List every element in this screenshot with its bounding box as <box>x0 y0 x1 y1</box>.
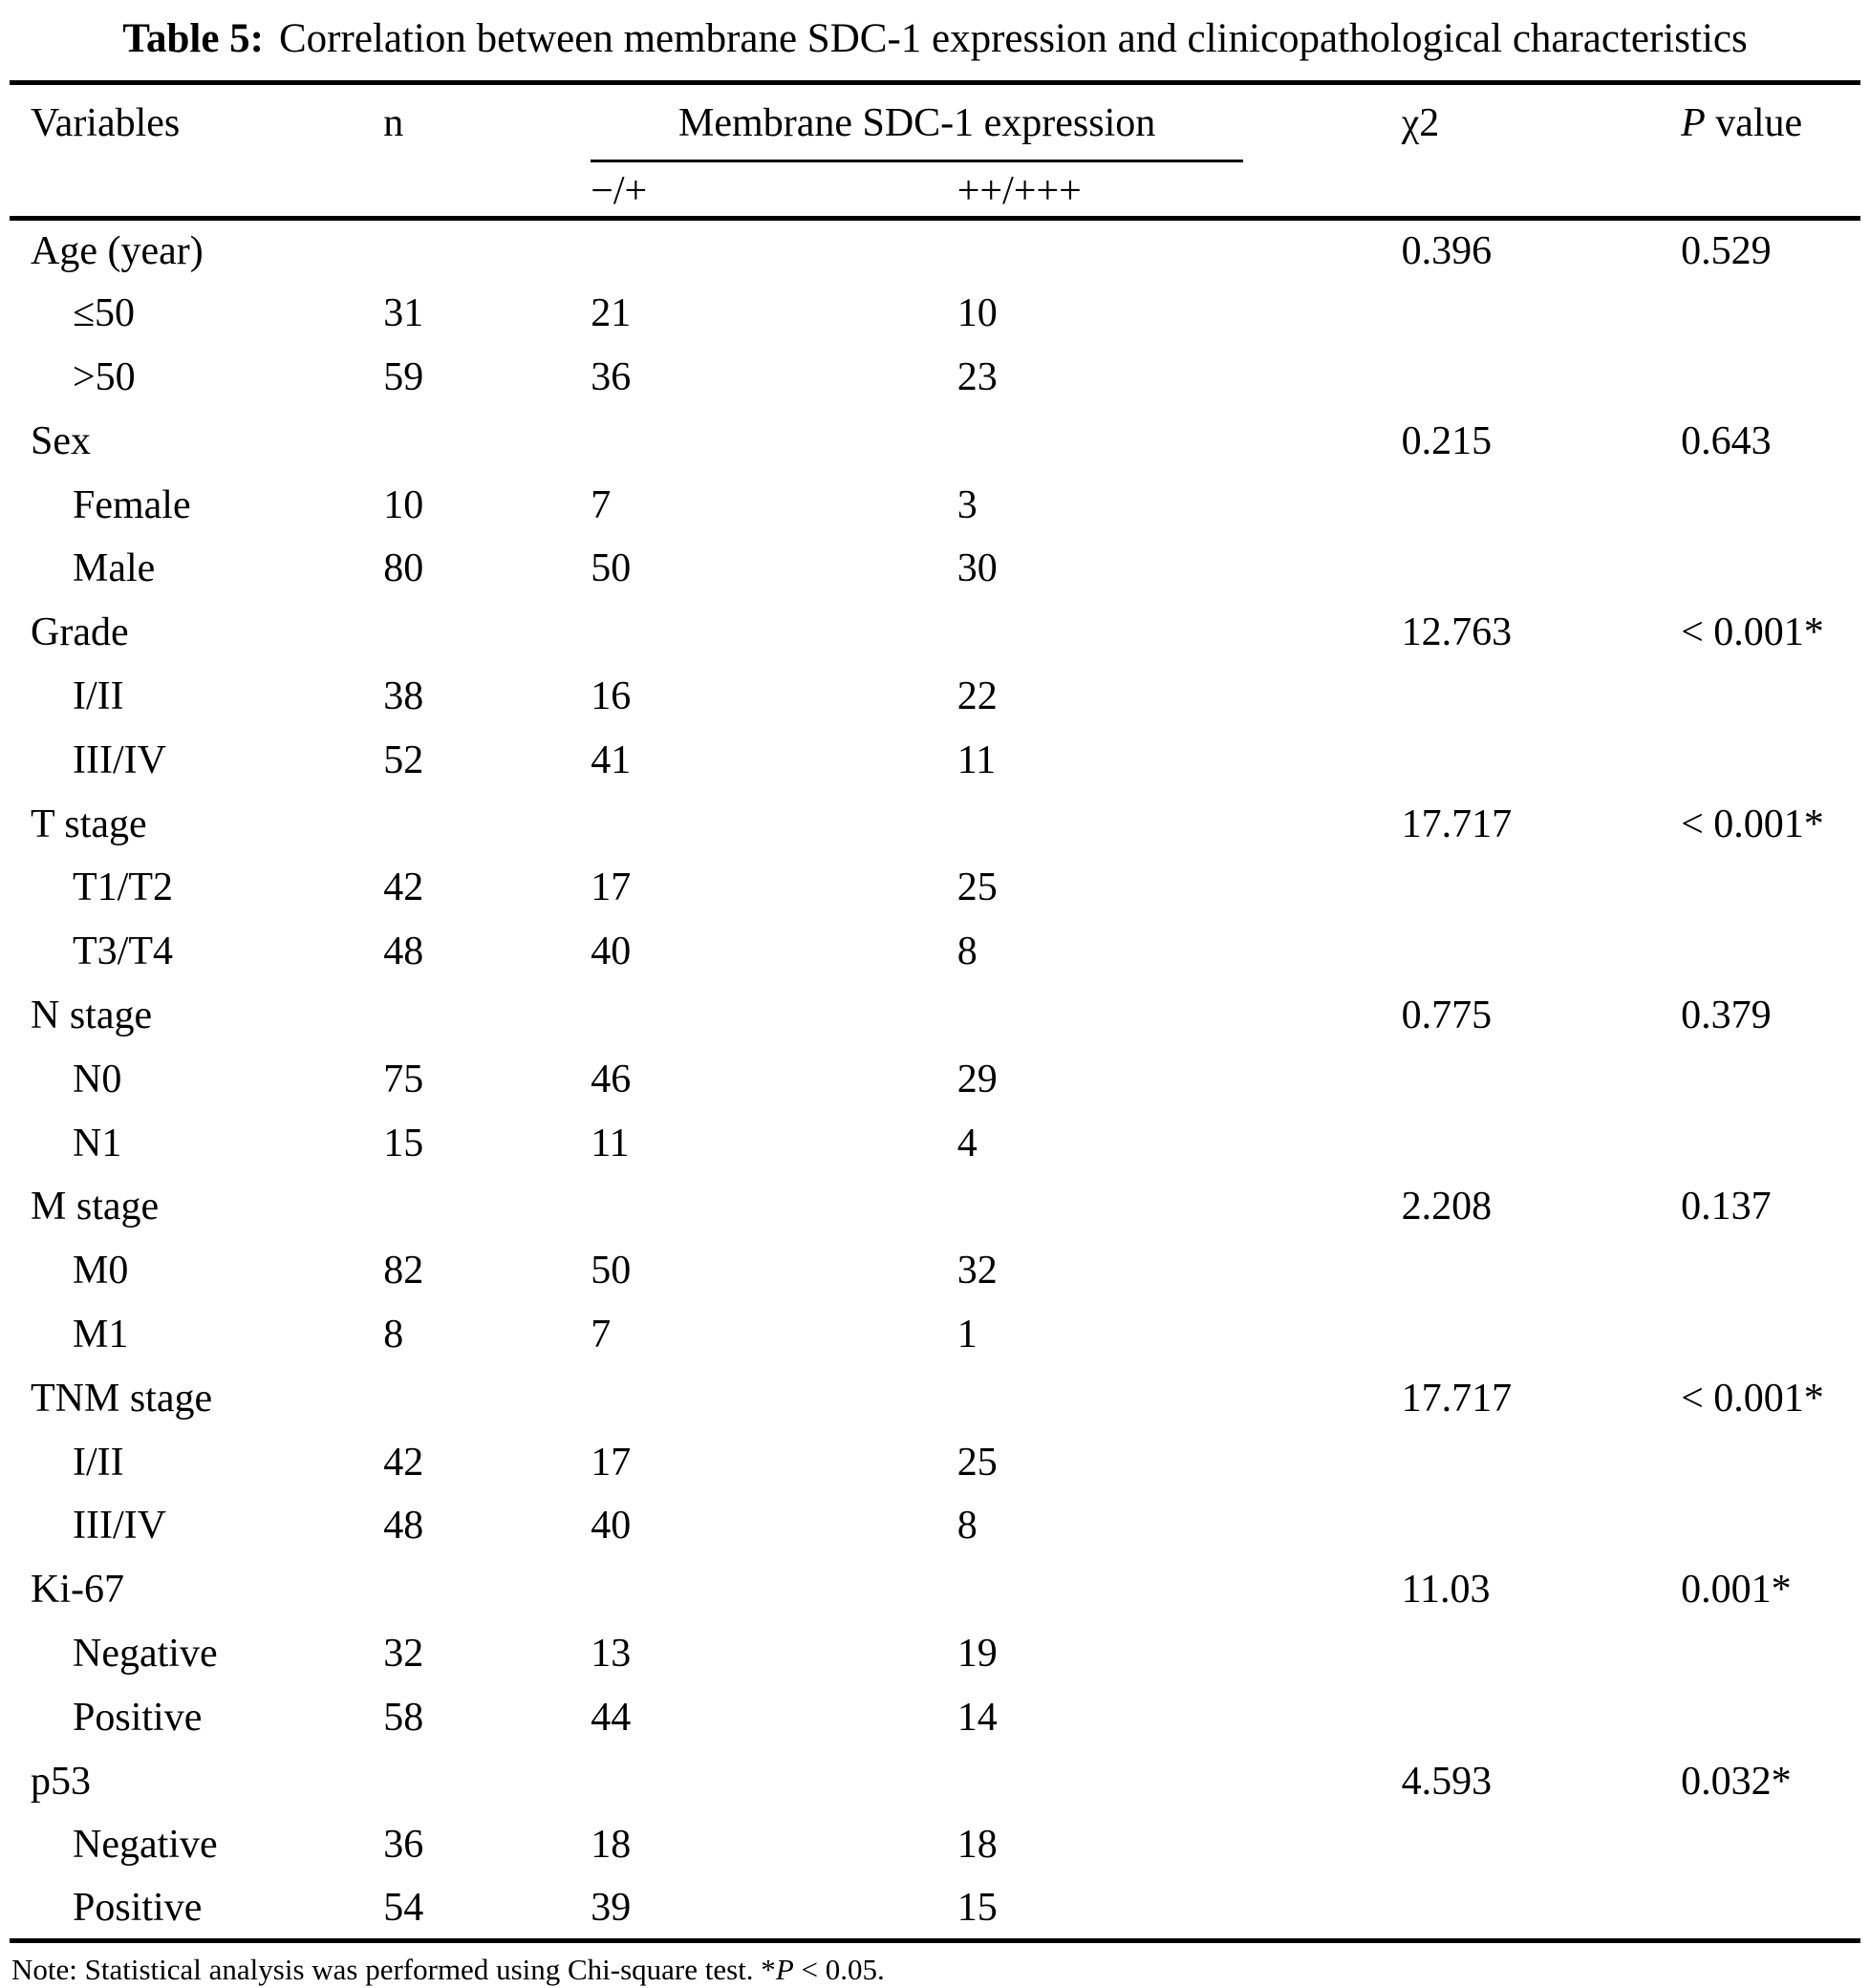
table-row-sub <box>10 537 1860 601</box>
cell-expression-high: 25 <box>956 866 998 910</box>
pvalue-rest: value <box>1705 101 1803 145</box>
cell-expression-high <box>957 792 1402 856</box>
correlation-table <box>10 80 1860 1943</box>
cell-chi2 <box>1402 1111 1681 1175</box>
cell-n: 36 <box>383 1823 424 1868</box>
table-row-sub <box>10 1303 1860 1367</box>
cell-expression-low <box>591 1749 957 1813</box>
cell-chi2: 12.763 <box>1401 610 1513 655</box>
cell-pvalue: 0.643 <box>1681 418 1772 463</box>
cell-n: 80 <box>383 546 424 591</box>
cell-chi2 <box>1402 920 1681 984</box>
cell-variable: N stage <box>31 993 153 1037</box>
cell-expression-high: 11 <box>956 737 997 782</box>
cell-n <box>383 1558 591 1622</box>
table-row-sub <box>10 728 1860 792</box>
cell-expression-high: 32 <box>956 1249 998 1293</box>
table-row-sub <box>10 1111 1860 1175</box>
cell-expression-low: 11 <box>591 1121 630 1165</box>
cell-n <box>383 984 591 1048</box>
cell-expression-high <box>957 218 1402 282</box>
table-row-category <box>10 409 1860 473</box>
cell-expression-low <box>591 984 957 1048</box>
cell-n <box>383 409 591 473</box>
col-header-n: n <box>383 101 404 145</box>
cell-pvalue <box>1681 1111 1860 1175</box>
table-row-sub <box>10 920 1860 984</box>
cell-pvalue <box>1681 473 1860 537</box>
cell-chi2: 17.717 <box>1401 802 1513 846</box>
table-row-category <box>10 984 1860 1048</box>
cell-pvalue <box>1681 1494 1860 1558</box>
table-row-category <box>10 601 1860 665</box>
cell-expression-low: 40 <box>591 930 632 974</box>
cell-variable: Negative <box>73 1631 218 1676</box>
cell-n: 48 <box>383 1504 424 1549</box>
cell-variable: Grade <box>31 610 129 655</box>
cell-chi2 <box>1402 537 1681 601</box>
footnote-suffix: < 0.05. <box>793 1953 885 1987</box>
cell-chi2: 11.03 <box>1401 1568 1491 1613</box>
cell-n: 54 <box>383 1885 424 1930</box>
cell-expression-low: 44 <box>591 1695 632 1740</box>
cell-variable: TNM stage <box>31 1376 213 1421</box>
cell-pvalue <box>1681 1622 1860 1686</box>
cell-pvalue: 0.379 <box>1681 993 1772 1037</box>
footnote-italic-p: P <box>775 1953 794 1987</box>
table-caption: Correlation between membrane SDC-1 expression and clinicopathological characteristics <box>279 16 1748 61</box>
table-row-sub <box>10 1239 1860 1303</box>
footnote-text: Note: Statistical analysis was performed using Chi-square test. * <box>11 1953 776 1987</box>
cell-pvalue <box>1681 1685 1860 1749</box>
cell-expression-high: 30 <box>956 546 998 591</box>
cell-variable: N0 <box>73 1057 122 1101</box>
cell-variable: M stage <box>31 1185 160 1229</box>
cell-expression-low: 50 <box>591 546 632 591</box>
cell-expression-high <box>957 1175 1402 1239</box>
cell-chi2 <box>1402 1877 1681 1941</box>
col-header-membrane-sdc1-expression <box>591 83 1401 163</box>
cell-pvalue <box>1681 920 1860 984</box>
cell-pvalue <box>1681 1239 1860 1303</box>
cell-expression-high <box>957 1558 1402 1622</box>
cell-pvalue: 0.137 <box>1681 1185 1772 1229</box>
cell-expression-low: 39 <box>591 1885 632 1930</box>
cell-expression-high: 29 <box>956 1057 998 1101</box>
cell-variable: Age (year) <box>31 228 204 273</box>
table-row-sub <box>10 665 1860 729</box>
table-row-category <box>10 1366 1860 1430</box>
cell-chi2 <box>1402 346 1681 410</box>
cell-variable: p53 <box>31 1759 91 1804</box>
cell-expression-low <box>591 218 957 282</box>
cell-expression-low: 7 <box>591 1312 612 1357</box>
cell-variable: M1 <box>73 1312 129 1357</box>
cell-variable: III/IV <box>73 737 166 782</box>
cell-pvalue: < 0.001* <box>1681 1376 1824 1421</box>
cell-chi2: 0.396 <box>1401 228 1493 273</box>
cell-chi2 <box>1402 1622 1681 1686</box>
cell-expression-high: 19 <box>956 1631 998 1676</box>
table-row-sub <box>10 1877 1860 1941</box>
cell-variable: Positive <box>73 1885 203 1930</box>
cell-variable: M0 <box>73 1249 129 1293</box>
pvalue-italic-p: P <box>1681 101 1706 145</box>
table-row-sub <box>10 856 1860 920</box>
cell-variable: Positive <box>73 1695 203 1740</box>
cell-pvalue <box>1681 665 1860 729</box>
cell-expression-low: 18 <box>591 1823 632 1868</box>
table-row-category <box>10 792 1860 856</box>
table-row-sub <box>10 1622 1860 1686</box>
cell-expression-high: 10 <box>956 291 998 336</box>
cell-pvalue: < 0.001* <box>1681 610 1824 655</box>
cell-chi2 <box>1402 856 1681 920</box>
table-row-sub <box>10 1430 1860 1494</box>
cell-chi2 <box>1402 1047 1681 1111</box>
cell-variable: I/II <box>73 673 124 718</box>
cell-expression-high: 14 <box>956 1695 998 1740</box>
table-number-label: Table 5: <box>122 16 264 61</box>
cell-expression-low: 21 <box>591 291 632 336</box>
cell-expression-low: 46 <box>591 1057 632 1101</box>
cell-expression-low: 40 <box>591 1504 632 1549</box>
cell-expression-low: 7 <box>591 482 612 527</box>
table-body <box>10 218 1860 1941</box>
cell-n <box>383 1175 591 1239</box>
cell-chi2 <box>1402 473 1681 537</box>
cell-chi2 <box>1402 282 1681 346</box>
cell-expression-high: 15 <box>956 1885 998 1930</box>
cell-expression-low: 16 <box>591 673 632 718</box>
cell-expression-high: 25 <box>956 1440 998 1485</box>
cell-n: 42 <box>383 866 424 910</box>
cell-variable: T3/T4 <box>73 930 173 974</box>
cell-expression-low <box>591 409 957 473</box>
cell-expression-low: 17 <box>591 866 632 910</box>
table-row-category <box>10 1558 1860 1622</box>
cell-variable: III/IV <box>73 1504 166 1549</box>
cell-expression-high <box>957 1749 1402 1813</box>
cell-n: 52 <box>383 737 424 782</box>
span-header-label: Membrane SDC-1 expression <box>678 101 1156 145</box>
cell-variable: T1/T2 <box>73 866 173 910</box>
cell-chi2 <box>1402 1813 1681 1877</box>
table-title <box>10 0 1860 80</box>
table-row-sub <box>10 282 1860 346</box>
cell-n: 48 <box>383 930 424 974</box>
cell-variable: ≤50 <box>73 291 136 336</box>
cell-n: 8 <box>383 1312 404 1357</box>
cell-expression-high: 8 <box>956 1504 978 1549</box>
cell-n: 32 <box>383 1631 424 1676</box>
table-row-sub <box>10 1047 1860 1111</box>
cell-expression-high <box>957 409 1402 473</box>
cell-variable: >50 <box>73 354 136 399</box>
cell-variable: Male <box>73 546 156 591</box>
cell-chi2: 2.208 <box>1401 1185 1493 1229</box>
col-header-variables: Variables <box>31 101 181 145</box>
cell-chi2 <box>1402 1239 1681 1303</box>
cell-pvalue <box>1681 346 1860 410</box>
cell-expression-high: 23 <box>956 354 998 399</box>
cell-n: 42 <box>383 1440 424 1485</box>
cell-expression-high: 1 <box>956 1312 978 1357</box>
table-header <box>10 83 1860 219</box>
cell-pvalue <box>1681 856 1860 920</box>
header-row-main <box>10 83 1860 163</box>
cell-expression-low: 17 <box>591 1440 632 1485</box>
cell-pvalue <box>1681 728 1860 792</box>
cell-expression-high: 3 <box>956 482 978 527</box>
cell-pvalue <box>1681 1877 1860 1941</box>
cell-chi2: 4.593 <box>1401 1759 1493 1804</box>
cell-expression-high: 4 <box>956 1121 978 1165</box>
cell-expression-low: 41 <box>591 737 632 782</box>
cell-chi2: 0.215 <box>1401 418 1493 463</box>
cell-n: 10 <box>383 482 424 527</box>
span-header-underline <box>591 100 1243 162</box>
cell-expression-high: 8 <box>956 930 978 974</box>
cell-variable: I/II <box>73 1440 124 1485</box>
cell-n: 59 <box>383 354 424 399</box>
cell-pvalue <box>1681 282 1860 346</box>
col-header-expression-high: ++/+++ <box>956 169 1082 213</box>
cell-expression-high <box>957 984 1402 1048</box>
cell-chi2: 0.775 <box>1401 993 1493 1037</box>
cell-variable: Negative <box>73 1823 218 1868</box>
table-row-category <box>10 218 1860 282</box>
cell-n: 31 <box>383 291 424 336</box>
cell-chi2 <box>1402 1303 1681 1367</box>
cell-variable: Ki-67 <box>31 1568 124 1613</box>
cell-n <box>383 1366 591 1430</box>
cell-pvalue: 0.001* <box>1681 1568 1792 1613</box>
cell-pvalue: 0.032* <box>1681 1759 1792 1804</box>
cell-chi2: 17.717 <box>1401 1376 1513 1421</box>
cell-n <box>383 218 591 282</box>
cell-expression-low <box>591 1366 957 1430</box>
cell-pvalue <box>1681 1047 1860 1111</box>
cell-n: 82 <box>383 1249 424 1293</box>
cell-expression-low: 13 <box>591 1631 632 1676</box>
cell-expression-high <box>957 1366 1402 1430</box>
table-row-sub <box>10 1494 1860 1558</box>
cell-chi2 <box>1402 728 1681 792</box>
cell-expression-low <box>591 601 957 665</box>
cell-variable: Sex <box>31 418 91 463</box>
table-row-sub <box>10 1685 1860 1749</box>
cell-n <box>383 1749 591 1813</box>
cell-pvalue <box>1681 537 1860 601</box>
cell-chi2 <box>1402 665 1681 729</box>
cell-expression-high <box>957 601 1402 665</box>
cell-pvalue <box>1681 1813 1860 1877</box>
table-row-sub <box>10 473 1860 537</box>
cell-pvalue <box>1681 1303 1860 1367</box>
table-row-sub <box>10 1813 1860 1877</box>
cell-n: 75 <box>383 1057 424 1101</box>
col-header-expression-low: −/+ <box>591 169 648 213</box>
col-header-pvalue <box>1681 83 1860 219</box>
cell-pvalue: 0.529 <box>1681 228 1772 273</box>
table-row-sub <box>10 346 1860 410</box>
table-row-category <box>10 1175 1860 1239</box>
cell-n: 38 <box>383 673 424 718</box>
cell-expression-high: 18 <box>956 1823 998 1868</box>
cell-expression-high: 22 <box>956 673 998 718</box>
cell-chi2 <box>1402 1430 1681 1494</box>
table-row-category <box>10 1749 1860 1813</box>
cell-pvalue <box>1681 1430 1860 1494</box>
cell-variable: Female <box>73 482 191 527</box>
cell-pvalue: < 0.001* <box>1681 802 1824 846</box>
cell-expression-low: 50 <box>591 1249 632 1293</box>
cell-n <box>383 601 591 665</box>
cell-n: 15 <box>383 1121 424 1165</box>
cell-expression-low <box>591 792 957 856</box>
cell-n: 58 <box>383 1695 424 1740</box>
cell-expression-low: 36 <box>591 354 632 399</box>
footnote <box>10 1943 1860 1987</box>
cell-chi2 <box>1402 1685 1681 1749</box>
cell-expression-low <box>591 1175 957 1239</box>
cell-chi2 <box>1402 1494 1681 1558</box>
cell-expression-low <box>591 1558 957 1622</box>
col-header-chi2: χ2 <box>1401 101 1440 145</box>
cell-n <box>383 792 591 856</box>
cell-variable: T stage <box>31 802 147 846</box>
cell-variable: N1 <box>73 1121 122 1165</box>
